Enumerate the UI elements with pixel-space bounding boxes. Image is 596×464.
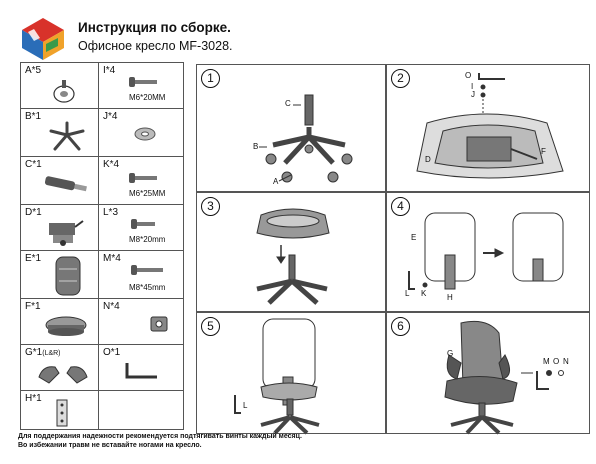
part-cell-empty bbox=[99, 391, 184, 429]
step-callout: J bbox=[471, 90, 475, 99]
step-number: 1 bbox=[201, 69, 220, 88]
part-label-suffix: (L&R) bbox=[42, 350, 61, 357]
step-callout: L bbox=[243, 401, 248, 410]
washer-icon bbox=[133, 125, 157, 143]
part-cell-k bbox=[99, 157, 184, 205]
step-3 bbox=[196, 192, 386, 312]
part-cell-a bbox=[21, 63, 99, 109]
step-callout: N bbox=[563, 357, 569, 366]
part-cell-b bbox=[21, 109, 99, 157]
bolt-icon bbox=[129, 171, 159, 185]
step-callout: B bbox=[253, 142, 259, 151]
step-number: 2 bbox=[391, 69, 410, 88]
caster-wheel-icon bbox=[49, 77, 79, 105]
part-label: H*1 bbox=[25, 393, 42, 404]
part-spec: M6*25MM bbox=[129, 189, 166, 198]
nut-icon bbox=[149, 315, 169, 333]
part-cell-e bbox=[21, 251, 99, 299]
part-spec: M8*45mm bbox=[129, 283, 166, 292]
part-label: A*5 bbox=[25, 65, 42, 76]
tilt-mechanism-icon bbox=[45, 215, 85, 249]
backrest-icon bbox=[53, 255, 83, 297]
star-base-icon bbox=[47, 121, 87, 153]
part-label: B*1 bbox=[25, 111, 42, 122]
bolt-icon bbox=[131, 217, 157, 231]
part-label: N*4 bbox=[103, 301, 120, 312]
step-4-illustration bbox=[387, 193, 591, 313]
step-3-illustration bbox=[197, 193, 387, 313]
step-6-illustration bbox=[387, 313, 591, 435]
step-5-illustration bbox=[197, 313, 387, 435]
part-label: M*4 bbox=[103, 253, 121, 264]
step-number: 6 bbox=[391, 317, 410, 336]
step-callout: A bbox=[273, 177, 279, 186]
step-callout: G bbox=[447, 349, 454, 358]
part-label: F*1 bbox=[25, 301, 41, 312]
part-label: I*4 bbox=[103, 65, 116, 76]
bolt-icon bbox=[129, 75, 159, 89]
gas-lift-icon bbox=[41, 171, 91, 197]
footer-note bbox=[18, 432, 302, 450]
part-cell-g bbox=[21, 345, 99, 391]
step-number: 4 bbox=[391, 197, 410, 216]
step-number: 5 bbox=[201, 317, 220, 336]
parts-table bbox=[20, 62, 184, 430]
mounting-plate-icon bbox=[55, 399, 69, 427]
hex-key-icon bbox=[123, 359, 163, 383]
step-callout: L bbox=[405, 289, 410, 298]
step-5 bbox=[196, 312, 386, 434]
part-label: C*1 bbox=[25, 159, 42, 170]
step-6 bbox=[386, 312, 590, 434]
part-label: E*1 bbox=[25, 253, 42, 264]
step-callout: M bbox=[543, 357, 550, 366]
step-4 bbox=[386, 192, 590, 312]
footer-line-2: Во избежании травм не вставайте ногами на кресло. bbox=[18, 442, 202, 449]
part-spec: M8*20mm bbox=[129, 235, 166, 244]
step-2-illustration bbox=[387, 65, 591, 193]
step-callout: K bbox=[421, 289, 427, 298]
step-callout: O bbox=[553, 357, 560, 366]
step-callout: D bbox=[425, 155, 431, 164]
step-callout: I bbox=[471, 82, 474, 91]
part-cell-i bbox=[99, 63, 184, 109]
step-1 bbox=[196, 64, 386, 192]
step-callout: E bbox=[411, 233, 417, 242]
part-label: G*1 bbox=[25, 347, 43, 358]
step-callout: O bbox=[465, 71, 472, 80]
part-cell-f bbox=[21, 299, 99, 345]
part-label: K*4 bbox=[103, 159, 120, 170]
part-cell-n bbox=[99, 299, 184, 345]
assembly-steps bbox=[196, 64, 590, 434]
page-title: Инструкция по сборке. bbox=[78, 20, 231, 35]
part-cell-d bbox=[21, 205, 99, 251]
part-cell-c bbox=[21, 157, 99, 205]
step-callout: H bbox=[447, 293, 453, 302]
part-label: L*3 bbox=[103, 207, 119, 218]
footer-line-1: Для поддержания надежности рекомендуется подтягивать винты каждый месяц. bbox=[18, 433, 302, 440]
step-number: 3 bbox=[201, 197, 220, 216]
brand-logo-icon bbox=[20, 16, 66, 62]
part-cell-m bbox=[99, 251, 184, 299]
page-subtitle: Офисное кресло MF-3028. bbox=[78, 39, 233, 53]
seat-icon bbox=[43, 313, 89, 339]
part-label: O*1 bbox=[103, 347, 121, 358]
part-cell-h bbox=[21, 391, 99, 429]
step-callout: F bbox=[541, 147, 546, 156]
step-2 bbox=[386, 64, 590, 192]
part-label: D*1 bbox=[25, 207, 42, 218]
part-label: J*4 bbox=[103, 111, 118, 122]
step-callout: C bbox=[285, 99, 291, 108]
part-cell-j bbox=[99, 109, 184, 157]
part-cell-l bbox=[99, 205, 184, 251]
armrest-icon bbox=[35, 359, 91, 387]
part-cell-o bbox=[99, 345, 184, 391]
bolt-icon bbox=[131, 263, 165, 277]
step-1-illustration bbox=[197, 65, 387, 193]
part-spec: M6*20MM bbox=[129, 93, 166, 102]
